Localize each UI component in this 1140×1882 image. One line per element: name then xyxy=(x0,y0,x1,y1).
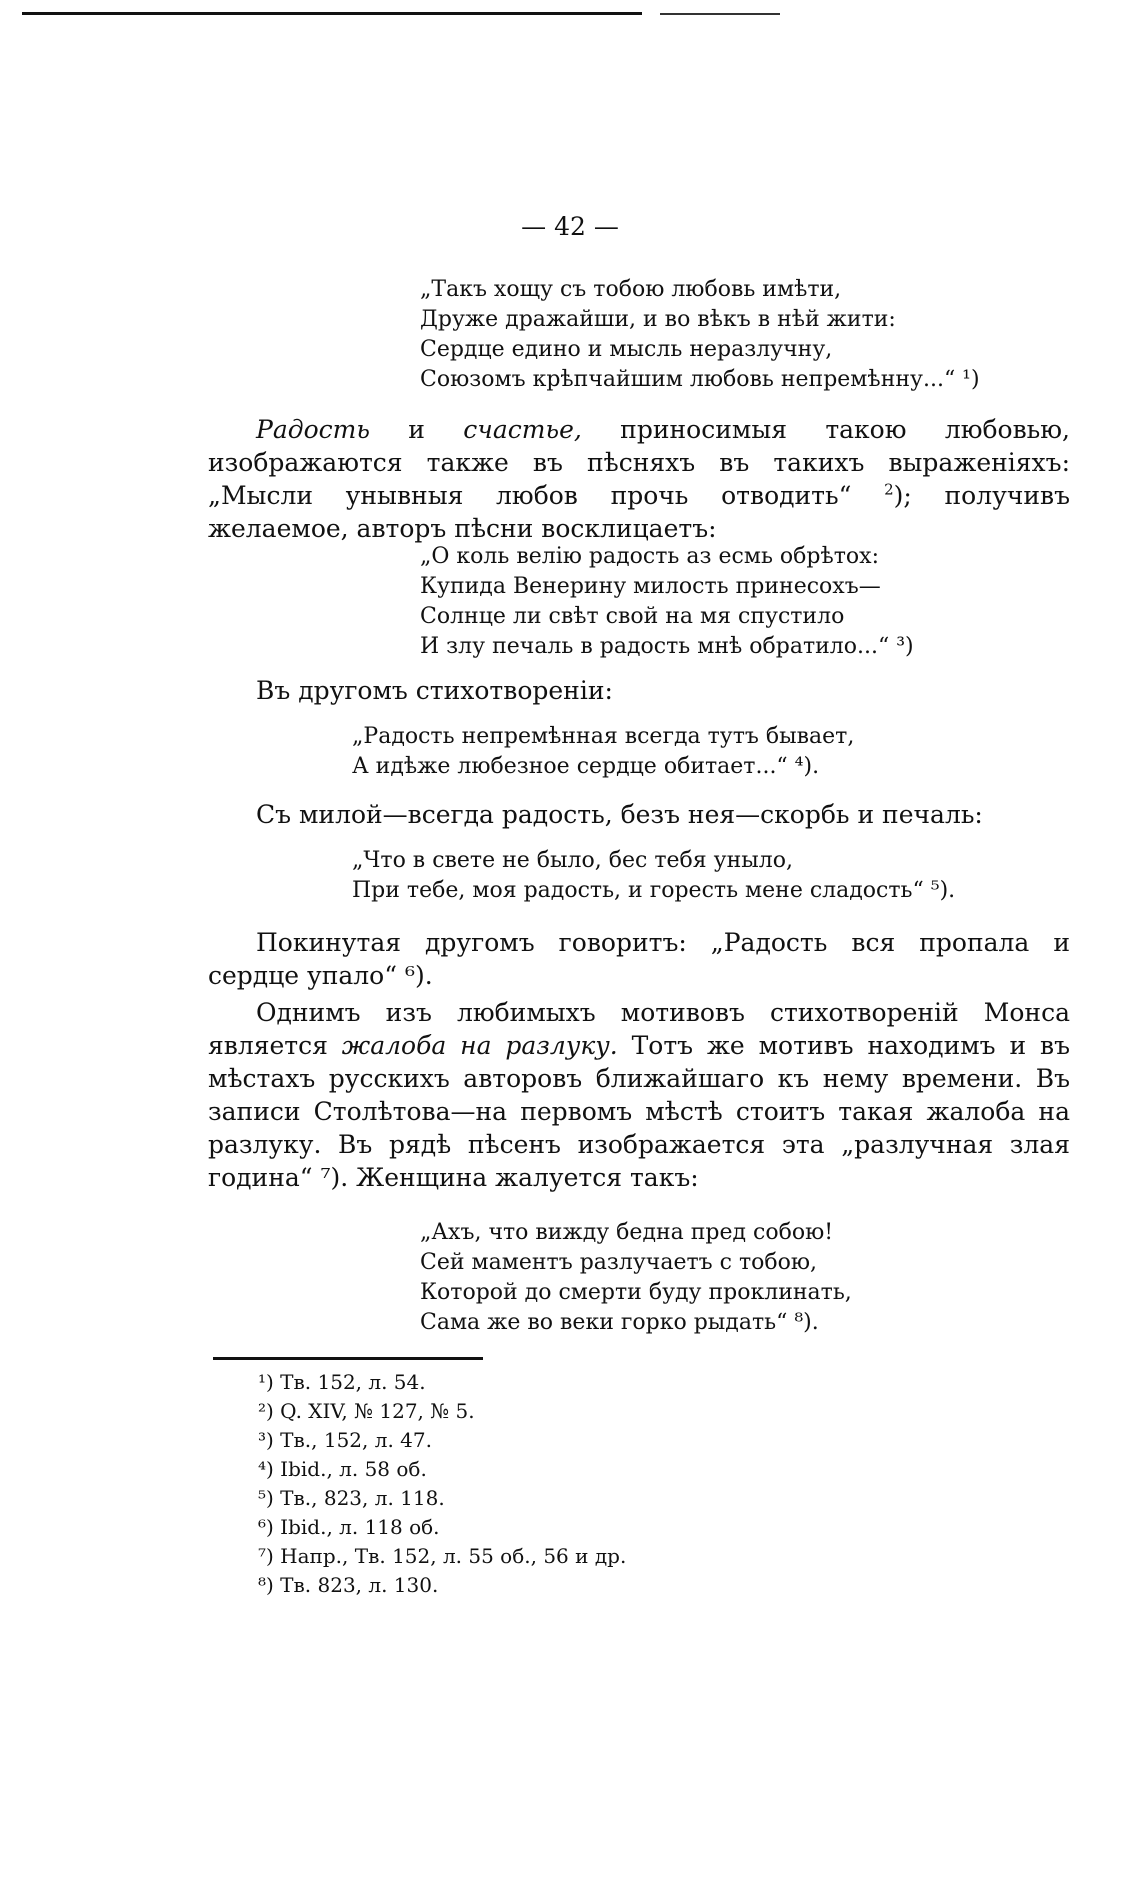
verse-line: „О коль велiю радость аз есмь обрѣтох: xyxy=(420,544,879,569)
paragraph-1 xyxy=(208,413,1070,545)
verse-line: Купида Венерину милость принесохъ— xyxy=(420,574,881,599)
verse-line: „Радость непремѣнная всегда тутъ бывает, xyxy=(352,724,855,749)
paragraph-text: Съ милой—всегда радость, безъ нея—скорбь и печаль: xyxy=(256,800,983,829)
verse-line: Друже дражайши, и во вѣкъ в нѣй жити: xyxy=(420,307,896,332)
footnote: ⁵) Тв., 823, л. 118. xyxy=(258,1486,445,1510)
italic-term: счастье, xyxy=(463,415,582,444)
paragraph-text: Радость и счастье, приносимыя такою любовью, изображаются также въ пѣсняхъ въ такихъ выраженiяхъ: „Мысли унывныя любов прочь отводить“ $^2$); получивъ желаемое, авторъ пѣсни восклицаетъ: xyxy=(208,415,1070,543)
verse-quote-3 xyxy=(352,722,854,782)
verse-quote-5 xyxy=(420,1218,852,1338)
footnote-rule xyxy=(213,1357,483,1360)
verse-quote-4 xyxy=(352,846,955,906)
verse-line: Сердце едино и мысль неразлучну, xyxy=(420,337,833,362)
verse-line: При тебе, моя радость, и горесть мене сладость“ ⁵). xyxy=(352,878,956,903)
paragraph-text: Покинутая другомъ говоритъ: „Радость вся пропала и сердце упало“ ⁶). xyxy=(208,928,1070,990)
verse-line: А идѣже любезное сердце обитает...“ ⁴). xyxy=(352,754,820,779)
footnotes xyxy=(258,1368,626,1600)
paragraph-3 xyxy=(256,798,1070,831)
verse-line: Сама же во веки горко рыдать“ ⁸). xyxy=(420,1310,819,1335)
italic-term: Радость xyxy=(256,415,370,444)
footnote: ⁴) Ibid., л. 58 об. xyxy=(258,1457,427,1481)
paragraph-5 xyxy=(208,996,1070,1194)
paragraph-text: Въ другомъ стихотворенiи: xyxy=(256,676,613,705)
footnote: ⁷) Напр., Тв. 152, л. 55 об., 56 и др. xyxy=(258,1544,627,1568)
page-number: — 42 — xyxy=(521,212,619,241)
footnote: ²) Q. XIV, № 127, № 5. xyxy=(258,1399,475,1423)
footnote: ⁸) Тв. 823, л. 130. xyxy=(258,1573,439,1597)
top-rule xyxy=(22,12,642,15)
verse-quote-2 xyxy=(420,542,914,662)
verse-line: И злу печаль в радость мнѣ обратило...“ ³) xyxy=(420,634,914,659)
verse-line: Которой до смерти буду проклинать, xyxy=(420,1280,852,1305)
verse-line: „Ахъ, что вижду бедна пред собою! xyxy=(420,1220,834,1245)
paragraph-text-start: Однимъ изъ любимыхъ мотивовъ стихотворенiй Монса является xyxy=(208,998,1070,1060)
footnote: ³) Тв., 152, л. 47. xyxy=(258,1428,432,1452)
italic-term: жалоба на разлуку. xyxy=(341,1031,618,1060)
footnote: ¹) Тв. 152, л. 54. xyxy=(258,1370,426,1394)
paragraph-text xyxy=(208,996,1070,1194)
paragraph-2 xyxy=(256,674,1070,707)
verse-line: Сей маментъ разлучаетъ с тобою, xyxy=(420,1250,818,1275)
top-rule-fragment xyxy=(660,13,780,15)
verse-line: Солнце ли свѣт свой на мя спустило xyxy=(420,604,845,629)
verse-line: „Такъ хощу съ тобою любовь имѣти, xyxy=(420,277,842,302)
paragraph-text-rest: Тотъ же мотивъ находимъ и въ мѣстахъ русскихъ авторовъ ближайшаго къ нему времени. Въ записи Столѣтова—на первомъ мѣстѣ стоитъ такая жалоба на разлуку. Въ рядѣ пѣсенъ изображается эта „разлучная злая година“ ⁷). Женщина жалуется такъ: xyxy=(208,1031,1070,1192)
paragraph-4 xyxy=(208,926,1070,992)
verse-line: Союзомъ крѣпчайшим любовь непремѣнну...“ ¹) xyxy=(420,367,980,392)
footnote: ⁶) Ibid., л. 118 об. xyxy=(258,1515,440,1539)
verse-quote-1 xyxy=(420,275,980,395)
verse-line: „Что в свете не было, бес тебя уныло, xyxy=(352,848,793,873)
